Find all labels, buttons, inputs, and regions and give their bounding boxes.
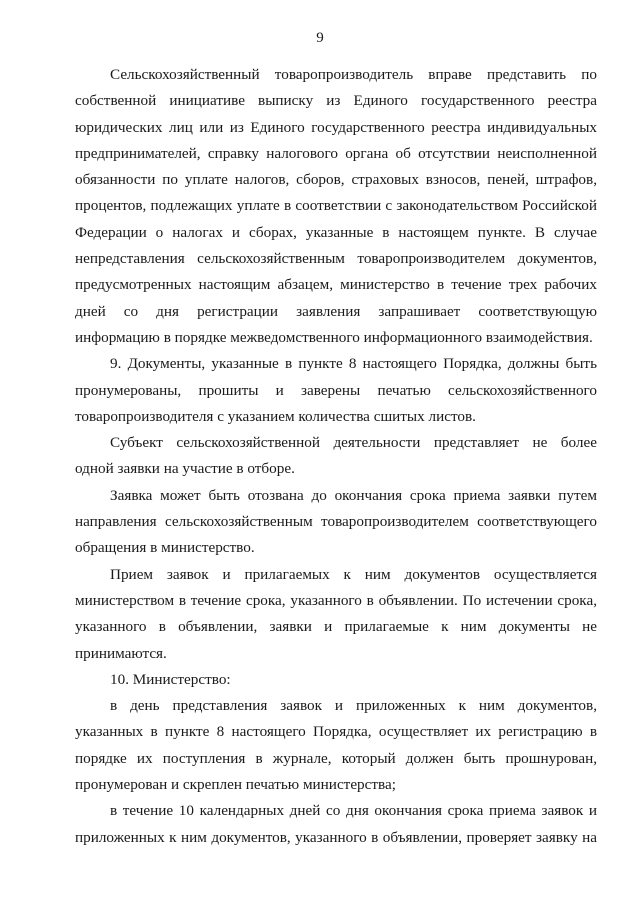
text-line: предусмотренных настоящим абзацем, министерство в течение трех рабочих [75,276,597,294]
text-line: обращения в министерство. [75,539,255,557]
text-line: дней со дня регистрации заявления запрашивает соответствующую [75,302,597,320]
text-line: Сельскохозяйственный товаропроизводитель вправе представить по [110,66,597,83]
text-line: направления сельскохозяйственным товаропроизводителем соответствующего [75,513,597,531]
paragraph [75,62,597,351]
text-line: Заявка может быть отозвана до окончания срока приема заявки путем [110,486,597,504]
text-line: пронумерован и скреплен печатью министерства; [75,776,396,794]
text-line: 10. Министерство: [110,670,231,688]
paragraph [75,562,597,667]
text-line: указанных в пункте 8 настоящего Порядка, осуществляет их регистрацию в [75,723,597,741]
text-line: министерством в течение срока, указанного в объявлении. По истечении срока, [75,591,597,609]
text-line: указанного в объявлении, заявки и прилагаемые к ним документы не [75,618,597,636]
paragraph [75,483,597,562]
text-line: в течение 10 календарных дней со дня окончания срока приема заявок и [110,802,597,820]
text-line: Субъект сельскохозяйственной деятельности представляет не более [110,434,597,452]
text-line: собственной инициативе выписку из Единого государственного реестра [75,92,597,110]
text-line: информацию в порядке межведомственного информационного взаимодействия. [75,328,593,346]
text-line: принимаются. [75,644,167,662]
text-line: товаропроизводителя с указанием количества сшитых листов. [75,407,476,425]
page-number: 9 [316,30,324,46]
text-line: в день представления заявок и приложенных к ним документов, [110,697,597,715]
text-line: юридических лиц или из Единого государственного реестра индивидуальных [75,118,597,136]
text-line: 9. Документы, указанные в пункте 8 настоящего Порядка, должны быть [110,355,597,373]
text-line: порядке их поступления в журнале, который должен быть прошнурован, [75,749,597,767]
text-line: приложенных к ним документов, указанного в объявлении, проверяет заявку на [75,828,597,846]
text-line: Федерации о налогах и сборах, указанные в настоящем пункте. В случае [75,223,597,241]
document-body [75,62,597,851]
text-line: одной заявки на участие в отборе. [75,460,295,478]
paragraph [75,693,597,798]
paragraph [75,798,597,851]
text-line: Прием заявок и прилагаемых к ним документов осуществляется [110,565,597,583]
text-line: предпринимателей, справку налогового органа об отсутствии неисполненной [75,144,597,162]
text-line: процентов, подлежащих уплате в соответствии с законодательством Российской [75,197,597,215]
paragraph [75,351,597,430]
text-line: обязанности по уплате налогов, сборов, страховых взносов, пеней, штрафов, [75,171,597,189]
text-line: непредставления сельскохозяйственным товаропроизводителем документов, [75,250,597,268]
text-line: пронумерованы, прошиты и заверены печатью сельскохозяйственного [75,381,597,399]
paragraph [75,667,597,693]
paragraph [75,430,597,483]
